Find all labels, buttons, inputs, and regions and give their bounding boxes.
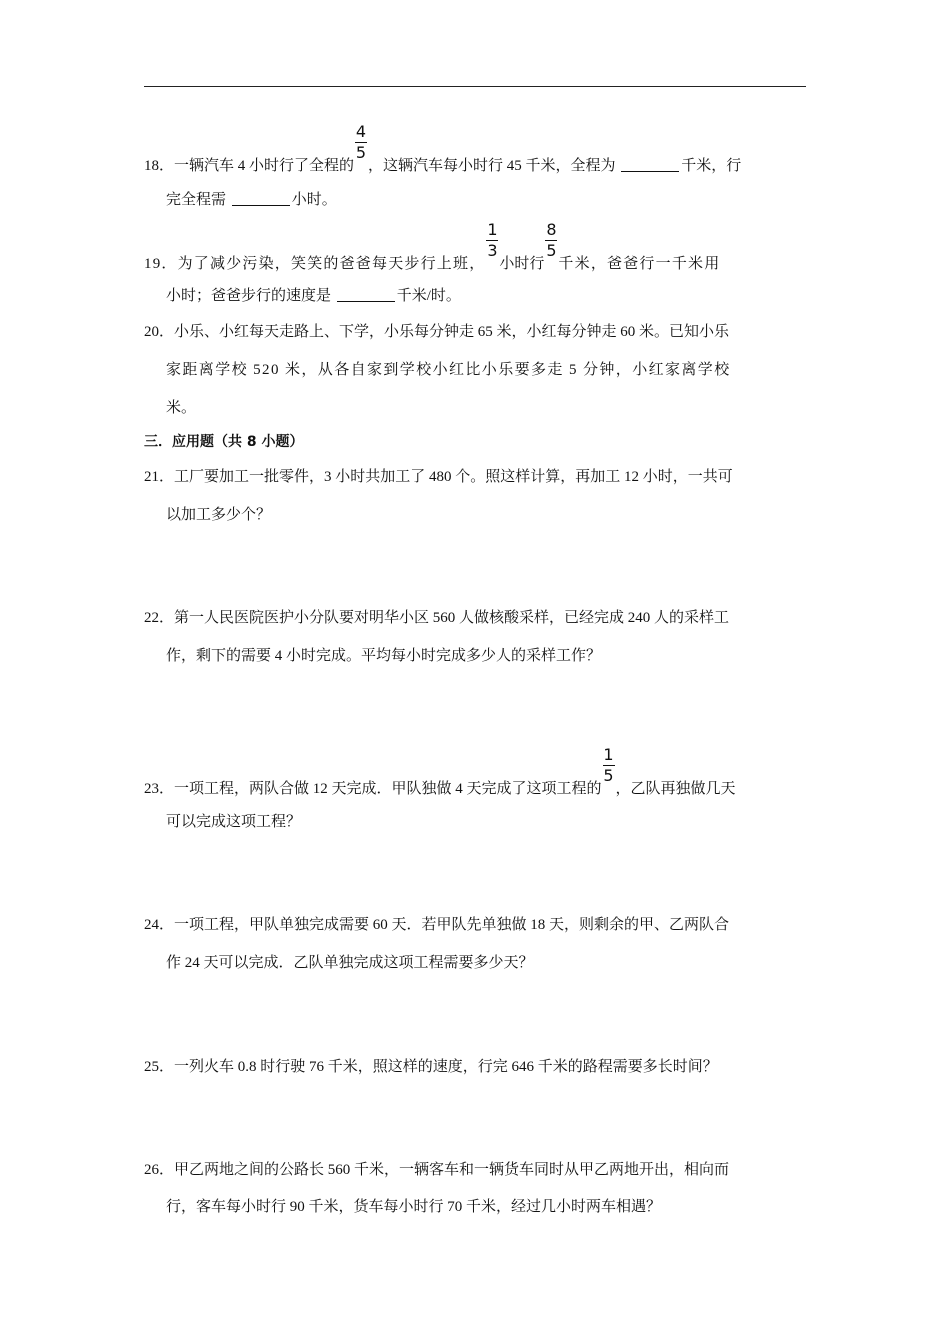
- question-26-line-2: 行，客车每小时行 90 千米，货车每小时行 70 千米，经过几小时两车相遇？: [166, 1199, 662, 1215]
- question-22-line-1: 22．第一人民医院医护小分队要对明华小区 560 人做核酸采样，已经完成 240 人的采样工: [144, 610, 730, 626]
- question-25-line-1: 25．一列火车 0.8 时行驶 76 千米，照这样的速度，行完 646 千米的路程需要多长时间？: [144, 1059, 718, 1075]
- q18-text-b: ，这辆汽车每小时行 45 千米，全程为: [368, 158, 620, 174]
- q18-blank-1[interactable]: [621, 157, 679, 172]
- q19-text-d: 小时；爸爸步行的速度是: [166, 288, 335, 304]
- q19-blank[interactable]: [337, 287, 395, 302]
- q18-blank-2[interactable]: [232, 191, 290, 206]
- q18-frac-numerator: 4: [355, 122, 367, 141]
- q19-frac1-numerator: 1: [487, 220, 498, 239]
- q18-frac-denominator: 5: [355, 143, 367, 162]
- question-23-line-2: 可以完成这项工程？: [166, 814, 302, 830]
- q19-text-b: 小时行: [499, 256, 545, 272]
- question-20-line-3: 米。: [166, 400, 197, 416]
- q19-frac2-numerator: 8: [546, 220, 557, 239]
- q18-fraction: [354, 122, 368, 170]
- header-rule: [144, 86, 806, 87]
- question-24-line-1: 24．一项工程，甲队单独完成需要 60 天．若甲队先单独做 18 天，则剩余的甲、乙两队合: [144, 917, 730, 933]
- question-23-line-1: [144, 745, 736, 799]
- q19-frac1-denominator: 3: [487, 241, 498, 260]
- question-18-line-2: [166, 190, 337, 210]
- q19-fraction-2: [544, 220, 558, 268]
- q23-text-b: ，乙队再独做几天: [615, 781, 736, 797]
- question-19-line-2: [166, 286, 461, 306]
- q18-text-d: 完全程需: [166, 192, 230, 208]
- section-3-heading: 三．应用题（共 8 小题）: [144, 434, 304, 450]
- q18-text-a: 18．一辆汽车 4 小时行了全程的: [144, 158, 355, 174]
- question-21-line-1: 21．工厂要加工一批零件，3 小时共加工了 480 个。照这样计算，再加工 12 小时，一共可: [144, 469, 733, 485]
- question-20-line-2: 家距离学校 520 米，从各自家到学校小红比小乐要多走 5 分钟，小红家离学校: [166, 362, 731, 378]
- q19-text-c: 千米，爸爸行一千米用: [558, 256, 721, 272]
- q18-text-e: 小时。: [291, 192, 337, 208]
- question-26-line-1: 26．甲乙两地之间的公路长 560 千米，一辆客车和一辆货车同时从甲乙两地开出，相向而: [144, 1162, 730, 1178]
- question-20-line-1: 20．小乐、小红每天走路上、下学，小乐每分钟走 65 米，小红每分钟走 60 米。已知小乐: [144, 324, 730, 340]
- question-21-line-2: 以加工多少个？: [166, 507, 272, 523]
- q23-frac-denominator: 5: [603, 766, 614, 785]
- q23-text-a: 23．一项工程，两队合做 12 天完成．甲队独做 4 天完成了这项工程的: [144, 781, 602, 797]
- question-22-line-2: 作，剩下的需要 4 小时完成。平均每小时完成多少人的采样工作？: [166, 648, 602, 664]
- q19-text-e: 千米/时。: [396, 288, 461, 304]
- q18-text-c: 千米，行: [681, 158, 742, 174]
- question-24-line-2: 作 24 天可以完成．乙队单独完成这项工程需要多少天？: [166, 955, 534, 971]
- q23-fraction: [602, 745, 616, 793]
- question-18-line-1: [144, 122, 742, 176]
- q19-frac2-denominator: 5: [546, 241, 557, 260]
- q19-fraction-1: [485, 220, 499, 268]
- q23-frac-numerator: 1: [603, 745, 614, 764]
- q19-text-a: 19．为了减少污染，笑笑的爸爸每天步行上班，: [144, 256, 486, 272]
- question-19-line-1: [144, 220, 721, 274]
